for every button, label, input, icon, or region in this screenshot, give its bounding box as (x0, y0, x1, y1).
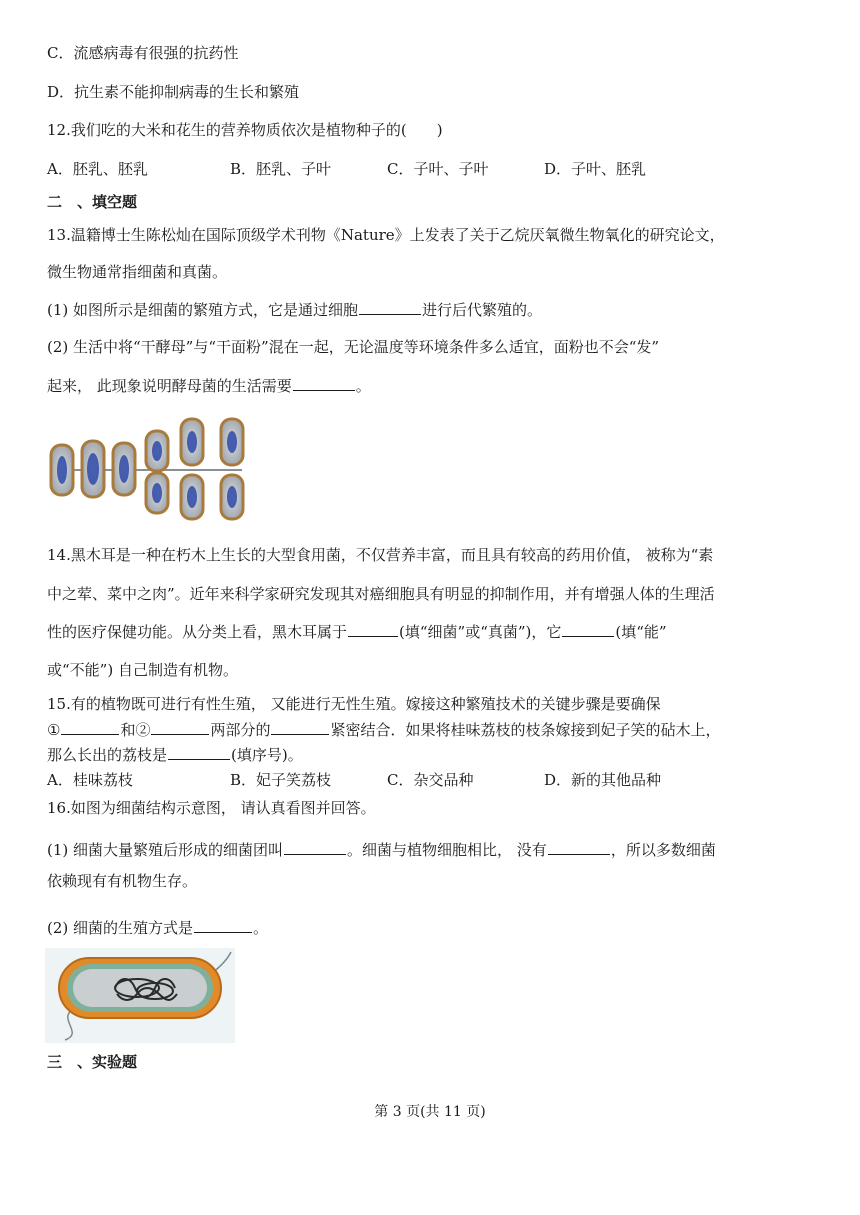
answer-blank[interactable] (293, 376, 355, 391)
q15-line-1: 15.有的植物既可进行有性生殖， 又能进行无性生殖。嫁接这种繁殖技术的关键步骤是要确保 (47, 695, 661, 713)
q15-text-a: ① (47, 721, 61, 739)
answer-blank[interactable] (151, 720, 209, 735)
answer-blank[interactable] (284, 840, 346, 855)
q16-sub1-line-1 (47, 840, 716, 860)
q16-sub2-text-b: 。 (253, 919, 269, 937)
q15-option-a: A．桂味荔枝 (47, 771, 133, 789)
page-footer: 第 3 页(共 11 页) (374, 1104, 486, 1120)
q15-line-2 (47, 720, 721, 740)
section-fill-in-heading: 二 、填空题 (47, 193, 138, 211)
q13-sub2-line-1: (2) 生活中将“干酵母”与“干面粉”混在一起，无论温度等环境条件多么适宜，面粉也不会“发” (47, 338, 660, 356)
q13-sub1-text-b: 进行后代繁殖的。 (422, 301, 543, 319)
q16-sub2 (47, 918, 268, 938)
q14-text-b: (填“细菌”或“真菌”)，它 (399, 623, 562, 641)
answer-blank[interactable] (359, 300, 421, 315)
q15-option-d: D．新的其他品种 (544, 771, 662, 789)
answer-blank[interactable] (548, 840, 610, 855)
q16-sub1-line-2: 依赖现有有机物生存。 (47, 872, 198, 890)
q13-sub1-text-a: (1) 如图所示是细菌的繁殖方式，它是通过细胞 (47, 301, 359, 319)
answer-blank[interactable] (194, 918, 252, 933)
q14-line-2: 中之荤、菜中之肉”。近年来科学家研究发现其对癌细胞具有明显的抑制作用，并有增强人体的生理活 (47, 585, 715, 603)
q15-line-3 (47, 745, 303, 765)
q14-text-c: (填“能” (615, 623, 667, 641)
q15-text-b: 和② (120, 721, 151, 739)
q14-text-a: 性的医疗保健功能。从分类上看，黑木耳属于 (47, 623, 348, 641)
q11-option-d: D．抗生素不能抑制病毒的生长和繁殖 (47, 83, 300, 101)
q15-text-f: (填序号)。 (231, 746, 303, 764)
q16-text-b: 。细菌与植物细胞相比， 没有 (347, 841, 547, 859)
q12-option-d: D．子叶、胚乳 (544, 160, 647, 178)
q12-option-c: C．子叶、子叶 (387, 160, 489, 178)
q15-text-c: 两部分的 (210, 721, 271, 739)
section-experiment-heading: 三 、实验题 (47, 1053, 138, 1071)
answer-blank[interactable] (562, 622, 614, 637)
q13-line-2: 微生物通常指细菌和真菌。 (47, 263, 228, 281)
q12-option-a: A．胚乳、胚乳 (47, 160, 148, 178)
q13-sub2-text-b: 。 (355, 377, 371, 395)
answer-blank[interactable] (271, 720, 329, 735)
q13-sub2-line-2 (47, 376, 371, 396)
q11-option-c: C．流感病毒有很强的抗药性 (47, 44, 239, 62)
q12-stem: 12.我们吃的大米和花生的营养物质依次是植物种子的( ) (47, 121, 443, 139)
q16-text-a: (1) 细菌大量繁殖后形成的细菌团叫 (47, 841, 284, 859)
q14-line-3 (47, 622, 667, 642)
q16-text-c: ，所以多数细菌 (610, 841, 716, 859)
q12-option-b: B．胚乳、子叶 (230, 160, 332, 178)
q15-option-c: C．杂交品种 (387, 771, 474, 789)
bacteria-division-figure (47, 415, 252, 525)
q14-line-1: 14.黑木耳是一种在朽木上生长的大型食用菌，不仅营养丰富，而且具有较高的药用价值， 被称为“素 (47, 546, 714, 564)
q15-text-e: 那么长出的荔枝是 (47, 746, 168, 764)
q13-sub1 (47, 300, 542, 320)
q13-sub2-text-a: 起来， 此现象说明酵母菌的生活需要 (47, 377, 292, 395)
q13-line-1: 13.温籍博士生陈松灿在国际顶级学术刊物《Nature》上发表了关于乙烷厌氧微生物氧化的研究论文， (47, 226, 725, 244)
answer-blank[interactable] (61, 720, 119, 735)
q16-stem: 16.如图为细菌结构示意图， 请认真看图并回答。 (47, 799, 376, 817)
q16-sub2-text-a: (2) 细菌的生殖方式是 (47, 919, 194, 937)
bacterium-structure-figure (45, 948, 235, 1043)
answer-blank[interactable] (168, 745, 230, 760)
q15-option-b: B．妃子笑荔枝 (230, 771, 332, 789)
answer-blank[interactable] (348, 622, 398, 637)
q15-text-d: 紧密结合．如果将桂味荔枝的枝条嫁接到妃子笑的砧木上， (330, 721, 721, 739)
q14-line-4: 或“不能”) 自己制造有机物。 (47, 661, 238, 679)
